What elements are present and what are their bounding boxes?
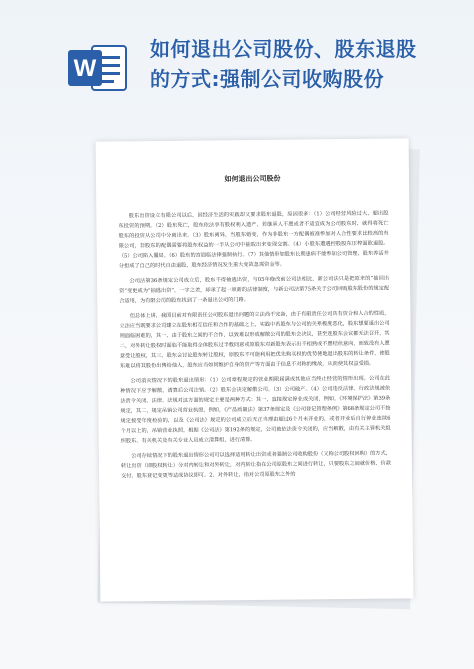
document-body bbox=[118, 209, 391, 487]
logo-letter: W bbox=[73, 55, 97, 82]
page-title-line-2: 的方式:强制公司收购股份 bbox=[150, 67, 384, 91]
page-title bbox=[150, 34, 468, 94]
paragraph: 公司存续情况下的股东退出情形公司可以选择适用转让出资或者强制公司收购股份（又称公司股权回购）的方式，转让出资（即股权转让）分对内转让和对外转让，对内转让指在公司原股东之间进行转让，只要股东之间就价格、价款交付、股东登记变更等达成协议即可。2、对外转让，指对公司原股东之外的 bbox=[120, 450, 392, 480]
word-document-icon bbox=[66, 40, 130, 96]
document-page bbox=[96, 138, 414, 601]
paragraph: 股东出资设立有限公司以后，因经济生活的实践却又要求股东退股，原因很多：（1）公司经营风险过大，超出股东投资的预期。（2）股东死亡，股东依法享有股权利入遗产，若继承人不愿或者不适宜成为公司股东时，就得将死亡股东的投资从公司中分离出来。（3）股东离异，当股东婚变，作为非股东一方配偶被准参加对人合性要求比较高的有限公司，非股东的配偶需要将股东权益的一半从公司中抽取出来变现交割。（4）小股东遭遇控股股东压榨面欧退股。（5）公司陷入僵局。（6）股东的宫面临法律强制执行。（7）其他情形如股东长期患病不能参加公司管理，股东养活并分担成了自己的时代自由退股，股东经济情况发生重大变故急需资金等。 bbox=[118, 210, 389, 270]
paragraph: 公司消灭情况下的股东退出情形：（1）公司章程规定的营业期限届满或其他应当终止经营的情形出现。公司在此种情况下应予解散，清算后公司注销。（2）股东会决定解散公司。（3）公司破产。（4）公司违反法律、行政法规被依法责令关闭、法律、法规对这方面的规定主要是两种方式：其一，直接规定停业或关闭，例如，《环境保护法》第39条规定，其二，规定吊销公司营业执照，例如，《产品质量法》第37条规定及《公司登记管理条例》第68条规定公司不按规定接受年度检验的，以及《公司法》规定的公司成立后无正当理由超过6个月未开业的，或者开业后自行停业连续6个月以上的，吊销营业执照，根据《公司法》第192条的规定，公司被依法责令关闭的，应当解散，由有关主管机关组织股东、有关机关及有关专业人员成立清算组，进行清算。 bbox=[120, 375, 391, 445]
paragraph: 但总体上讲，我国目前对有限责任公司股东退出问题的立法尚不完备，由于有限责任公司具有资合和人合的性质，立法应当既要求公司建立在股东相互信任和合作的基础之上，实践中若股东与公司的关系极度恶化，股东想要退出公司则面临困难的，其一，由于股东之间的不合作，以致难以形成解散公司的股东会决议，甚至连股东会议都无法召开，其二，对外转让股权时面临不能取得全体股东过半数同意或原股东对新股东表示出不相熟或不愿结伙意向，而致没有人愿意受让股权，其三，股东会讨论股东转让股权，原股东不可能利用把优先购买权的优势使地退出股东的转让条件，使股东难以将其股份出售给他人，股东应当如何维护自身的资产等方面由于信息不对称的缘故，从而使其权益受损。 bbox=[119, 310, 390, 370]
header-banner bbox=[0, 0, 474, 120]
page-title-line-1: 如何退出公司股份、股东退股 bbox=[150, 37, 417, 61]
paragraph: 公司法第36条规定公司成立后，股东不得抽逃出资，与05年修改前公司法相比，新公司法只是把原来的“抽回出资”变更成为“抽逃出资”，一字之差，却承了起一项新的法律制度，与新公司法第75条关于公司回购股东股份的规定配合适用，为有限公司的股东找到了一条退出公司的门路。 bbox=[119, 275, 390, 305]
document-title: 如何退出公司股份 bbox=[224, 174, 281, 184]
